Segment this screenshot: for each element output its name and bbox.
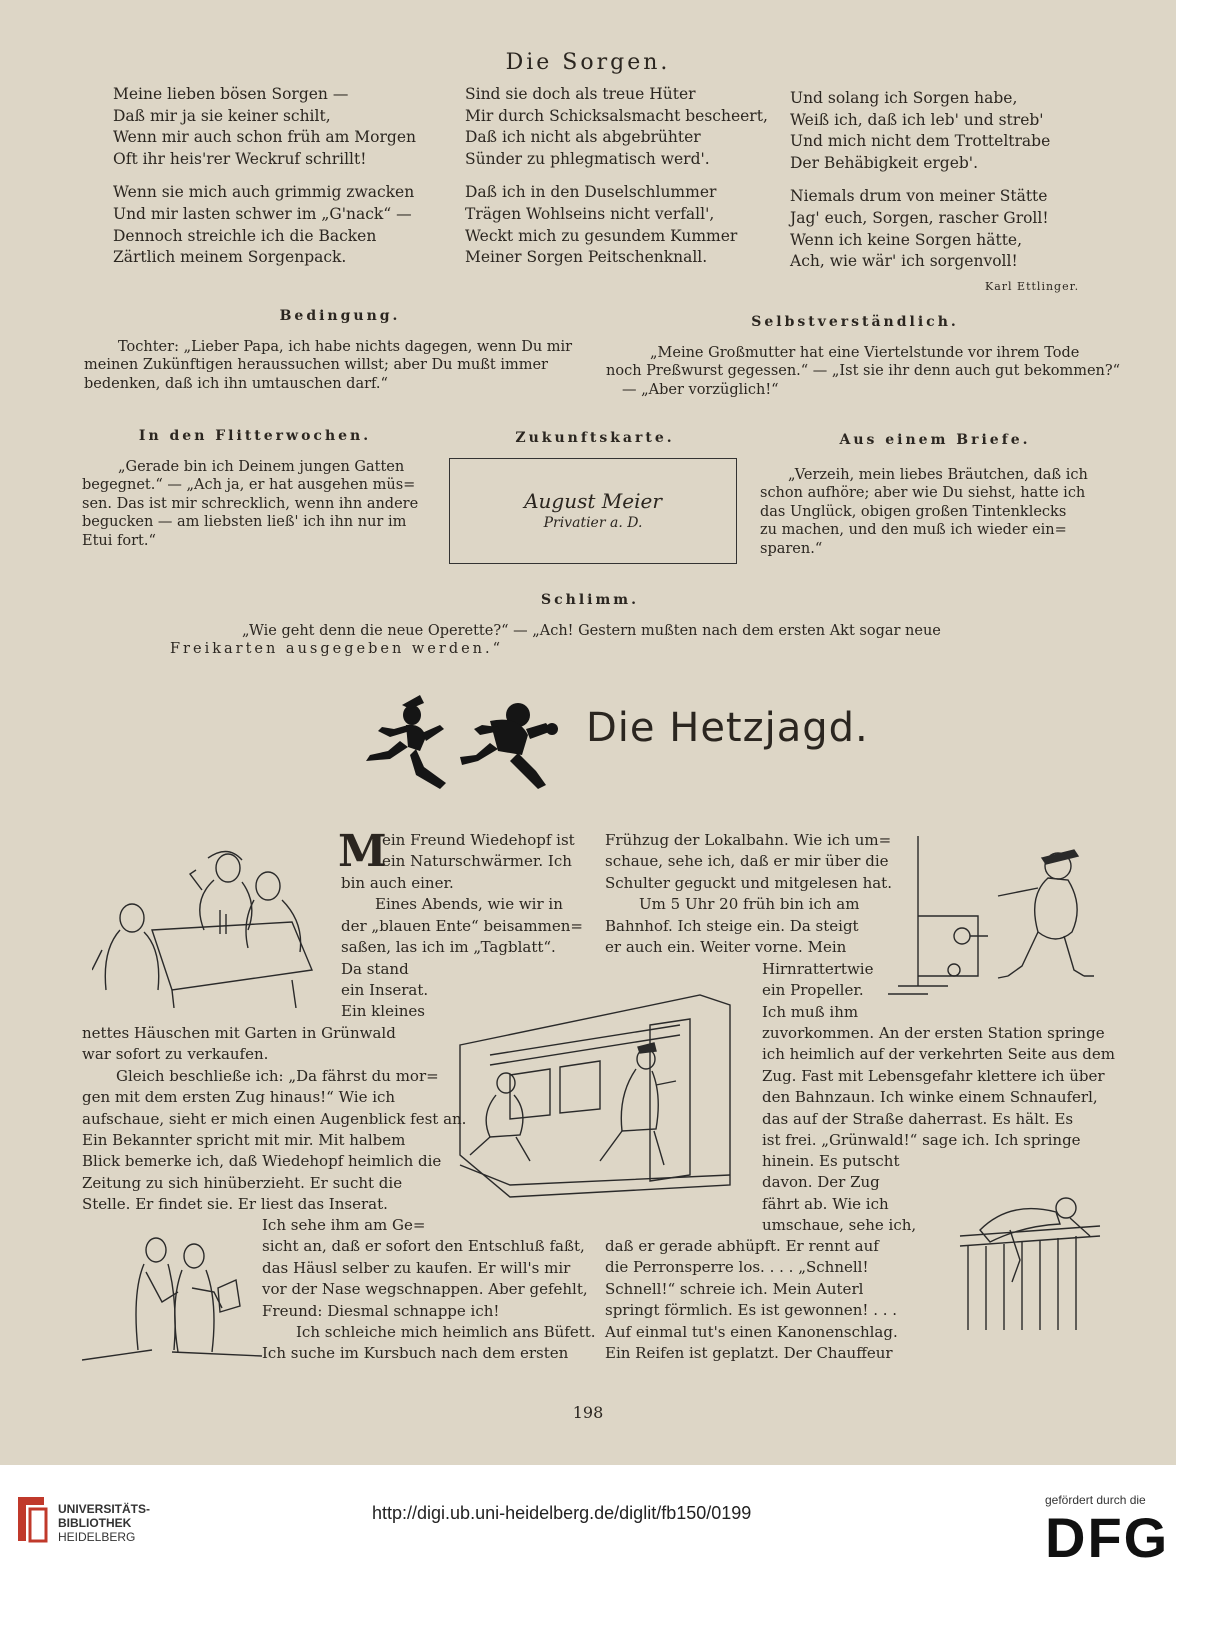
text-line: umschaue, sehe ich,	[762, 1216, 917, 1235]
permalink-url[interactable]: http://digi.ub.uni-heidelberg.de/diglit/fb150/0199	[372, 1503, 752, 1523]
text-line: sicht an, daß er sofort den Entschluß faßt,	[262, 1237, 585, 1256]
text-line: er auch ein. Weiter vorne. Mein	[605, 937, 847, 956]
text-line: zuvorkommen. An der ersten Station springe	[762, 1024, 1105, 1042]
story-dropcap: M	[338, 826, 387, 877]
schlimm-text	[170, 622, 1050, 659]
story-left-column	[341, 873, 587, 1023]
poem-line: Meine lieben bösen Sorgen —	[113, 85, 349, 103]
text-line: Tochter: „Lieber Papa, ich habe nichts dagegen, wenn Du mir	[118, 339, 573, 355]
poem-line: Wenn mir auch schon früh am Morgen	[113, 128, 416, 147]
poem-line: Zärtlich meinem Sorgenpack.	[113, 248, 347, 267]
poem-line: Daß ich in den Duselschlummer	[465, 183, 717, 202]
text-line: Freund: Diesmal schnappe ich!	[262, 1301, 500, 1320]
text-line: hinein. Es putscht	[762, 1152, 900, 1170]
text-line: „Wie geht denn die neue Operette?“ — „Ach! Gestern mußten nach dem ersten Akt sogar neue	[242, 623, 941, 639]
card-role: Privatier a. D.	[543, 515, 643, 531]
text-line: Um 5 Uhr 20 früh bin ich am	[639, 895, 860, 914]
text-line: begegnet.“ — „Ach ja, er hat ausgehen müs=	[82, 477, 416, 494]
poem-line: Wenn ich keine Sorgen hätte,	[790, 230, 1023, 249]
story-title: Die Hetzjagd.	[586, 705, 869, 751]
text-line: Ein kleines	[341, 1002, 425, 1021]
text-line: saßen, las ich im „Tagblatt“.	[341, 938, 556, 957]
text-line: begucken — am liebsten ließ' ich ihn nur im	[82, 514, 407, 531]
poem-line: Daß ich nicht als abgebrühter	[465, 128, 701, 147]
text-line: ein Naturschwärmer. Ich	[382, 852, 572, 871]
story-left-bottom	[262, 1215, 596, 1365]
poem-line: Meiner Sorgen Peitschenknall.	[465, 248, 708, 267]
text-line: schaue, sehe ich, daß er mir über die	[605, 852, 889, 871]
poem-line: Daß mir ja sie keiner schilt,	[113, 106, 331, 125]
story-intro-indented	[382, 830, 582, 873]
funded-by-label: gefördert durch die	[1045, 1493, 1146, 1507]
poem-line: Jag' euch, Sorgen, rascher Groll!	[790, 208, 1049, 227]
text-line: Auf einmal tut's einen Kanonenschlag.	[605, 1322, 898, 1341]
university-library-logo-icon	[14, 1493, 50, 1545]
text-line: Hirnrattertwie	[762, 960, 874, 978]
text-line: nettes Häuschen mit Garten in Grünwald	[82, 1024, 396, 1042]
text-line: Stelle. Er findet sie. Er liest das Inserat.	[82, 1195, 388, 1214]
selbstverstaendlich-title: Selbstverständlich.	[751, 314, 959, 330]
library-name-line: UNIVERSITÄTS-	[58, 1502, 151, 1516]
brief-text	[760, 466, 1102, 558]
business-card	[449, 458, 737, 564]
poem-line: Niemals drum von meiner Stätte	[790, 187, 1048, 206]
text-line: fährt ab. Wie ich	[762, 1194, 889, 1213]
poem-author: Karl Ettlinger.	[985, 280, 1080, 293]
flitterwochen-title: In den Flitterwochen.	[138, 428, 372, 444]
text-line: ein Freund Wiedehopf ist	[382, 831, 575, 849]
text-line: sen. Das ist mir schrecklich, wenn ihn andere	[82, 495, 419, 512]
poem-line: Mir durch Schicksalsmacht bescheert,	[465, 106, 768, 125]
poem-line: Der Behäbigkeit ergeb'.	[790, 153, 978, 172]
page-number: 198	[572, 1403, 604, 1422]
text-line: bedenken, daß ich ihn umtauschen darf.“	[84, 375, 388, 392]
text-line: gen mit dem ersten Zug hinaus!“ Wie ich	[82, 1088, 396, 1107]
story-left-wide	[82, 1023, 467, 1216]
story-middle-bottom	[605, 1236, 898, 1364]
man-at-engine-illustration	[888, 836, 1108, 1001]
poem-line: Wenn sie mich auch grimmig zwacken	[113, 183, 415, 202]
text-line: Etui fort.“	[82, 532, 156, 549]
text-line: aufschaue, sieht er mich einen Augenblick fest an.	[82, 1109, 467, 1128]
text-line: war sofort zu verkaufen.	[82, 1045, 269, 1064]
text-line: Da stand	[341, 959, 409, 978]
poem-line: Sind sie doch als treue Hüter	[465, 85, 696, 103]
text-line: schon aufhöre; aber wie Du siehst, hatte ich	[760, 485, 1086, 502]
text-line: ist frei. „Grünwald!“ sage ich. Ich springe	[762, 1130, 1081, 1149]
text-line: Ich sehe ihm am Ge=	[262, 1216, 426, 1234]
zukunftskarte-title: Zukunftskarte.	[515, 430, 675, 446]
text-line: ein Propeller.	[762, 981, 864, 1000]
poem-line: Ach, wie wär' ich sorgenvoll!	[790, 252, 1018, 271]
poem-line: Trägen Wohlseins nicht verfall',	[465, 204, 715, 223]
text-line: — „Aber vorzüglich!“	[622, 381, 779, 398]
poem-line: Oft ihr heis'rer Weckruf schrillt!	[113, 149, 367, 168]
dfg-logo: DFG	[1045, 1506, 1170, 1569]
story-right-short	[762, 959, 892, 1023]
text-line: das Häusl selber zu kaufen. Er will's mir	[262, 1258, 571, 1277]
text-line: Bahnhof. Ich steige ein. Da steigt	[605, 916, 859, 935]
text-line: Frühzug der Lokalbahn. Wie ich um=	[605, 831, 892, 849]
text-line: „Meine Großmutter hat eine Viertelstunde vor ihrem Tode	[650, 345, 1080, 361]
man-climbing-fence-illustration	[950, 1190, 1110, 1336]
poem-column-2	[465, 84, 768, 269]
text-line: Schulter geguckt und mitgelesen hat.	[605, 873, 892, 892]
text-line: vor der Nase wegschnappen. Aber gefehlt,	[262, 1280, 588, 1299]
poem-line: Sünder zu phlegmatisch werd'.	[465, 149, 710, 168]
card-name: August Meier	[524, 489, 662, 513]
tavern-table-illustration	[92, 830, 322, 1008]
story-right-wide	[762, 1023, 1115, 1151]
text-line: meinen Zukünftigen heraussuchen willst; aber Du mußt immer	[84, 357, 548, 374]
schlimm-title: Schlimm.	[541, 592, 639, 608]
text-line: die Perronsperre los. . . . „Schnell!	[605, 1258, 869, 1277]
library-name-line: BIBLIOTHEK	[58, 1516, 132, 1530]
text-line: „Verzeih, mein liebes Bräutchen, daß ich	[788, 467, 1088, 483]
poem-line: Weiß ich, daß ich leb' und streb'	[790, 110, 1044, 129]
viewer-footer	[0, 1465, 1176, 1568]
bedingung-title: Bedingung.	[279, 308, 401, 324]
text-line: noch Preßwurst gegessen.“ — „Ist sie ihr denn auch gut bekommen?“	[606, 363, 1121, 380]
text-line: das auf der Straße daherrast. Es hält. Es	[762, 1109, 1074, 1128]
text-line: Zeitung zu sich hinüberzieht. Er sucht die	[82, 1173, 403, 1192]
text-line: davon. Der Zug	[762, 1173, 880, 1192]
text-line: Ein Reifen ist geplatzt. Der Chauffeur	[605, 1343, 893, 1362]
text-line: Ich muß ihm	[762, 1002, 859, 1021]
brief-title: Aus einem Briefe.	[839, 432, 1031, 448]
text-line: der „blauen Ente“ beisammen=	[341, 916, 583, 935]
text-line: springt förmlich. Es ist gewonnen! . . .	[605, 1301, 898, 1320]
poem-line: Dennoch streichle ich die Backen	[113, 226, 377, 245]
text-line: Zug. Fast mit Lebensgefahr klettere ich über	[762, 1066, 1105, 1085]
text-line: daß er gerade abhüpft. Er rennt auf	[605, 1237, 879, 1255]
text-line: Gleich beschließe ich: „Da fährst du mor=	[116, 1066, 439, 1085]
poem-line: Und mich nicht dem Trotteltrabe	[790, 132, 1051, 151]
text-line: ich heimlich auf der verkehrten Seite aus dem	[762, 1045, 1115, 1064]
two-men-talking-illustration	[82, 1232, 262, 1364]
poem-title: Die Sorgen.	[505, 50, 671, 75]
text-line: Eines Abends, wie wir in	[375, 895, 563, 914]
story-middle-column	[605, 830, 892, 958]
text-line: Freikarten ausgegeben werden.“	[170, 641, 504, 658]
text-line: Ein Bekannter spricht mit mir. Mit halbem	[82, 1130, 406, 1149]
text-line: Ich schleiche mich heimlich ans Büfett.	[296, 1322, 596, 1341]
text-line: zu machen, und den muß ich wieder ein=	[760, 522, 1067, 539]
text-line: Ich suche im Kursbuch nach dem ersten	[262, 1344, 569, 1363]
text-line: Blick bemerke ich, daß Wiedehopf heimlich die	[82, 1152, 442, 1171]
bedingung-text	[84, 338, 584, 393]
text-line: sparen.“	[760, 540, 823, 557]
story-right-short-2	[762, 1151, 917, 1237]
running-men-silhouette-illustration	[350, 685, 580, 795]
text-line: bin auch einer.	[341, 874, 454, 892]
library-name-line: HEIDELBERG	[58, 1530, 136, 1544]
text-line: das Unglück, obigen großen Tintenklecks	[760, 503, 1067, 520]
poem-line: Weckt mich zu gesundem Kummer	[465, 226, 738, 245]
poem-column-3	[790, 88, 1050, 273]
text-line: ein Inserat.	[341, 980, 429, 999]
text-line: Schnell!“ schreie ich. Mein Auterl	[605, 1279, 864, 1298]
poem-line: Und solang ich Sorgen habe,	[790, 89, 1018, 107]
poem-column-1	[113, 84, 416, 269]
selbstverstaendlich-text	[606, 344, 1121, 399]
text-line: „Gerade bin ich Deinem jungen Gatten	[118, 459, 405, 475]
flitterwochen-text	[82, 458, 427, 550]
text-line: den Bahnzaun. Ich winke einem Schnauferl,	[762, 1088, 1098, 1107]
library-name	[58, 1502, 150, 1544]
poem-line: Und mir lasten schwer im „G'nack“ —	[113, 204, 412, 223]
